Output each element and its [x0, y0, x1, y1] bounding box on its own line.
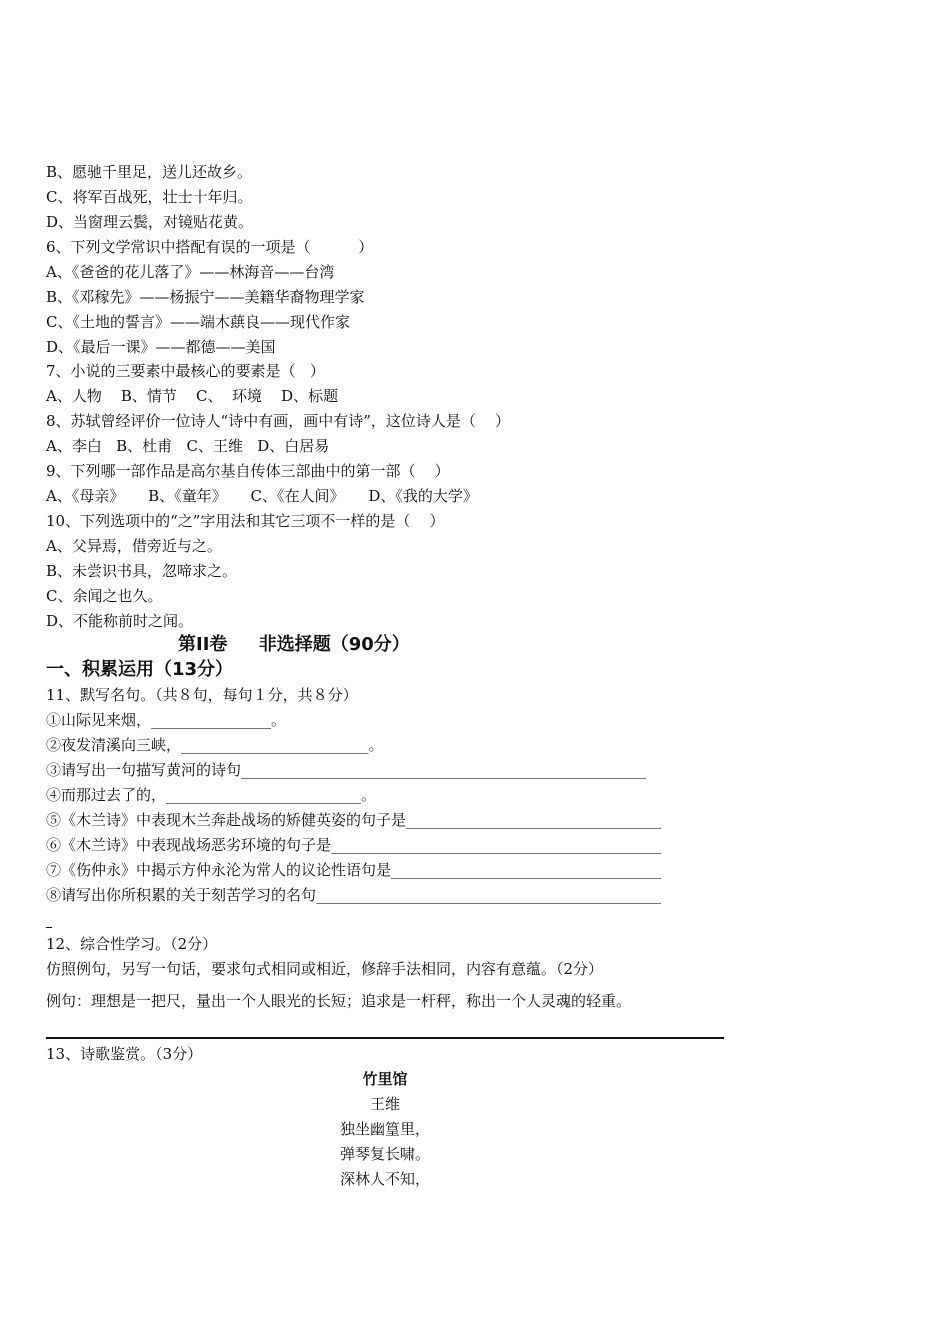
- blank-tail-mark: [46, 927, 52, 928]
- fill-blank-item: ①山际见来烟，________________。: [46, 711, 287, 729]
- poem-line: 深林人不知，: [339, 1170, 430, 1188]
- fill-blank-item: ⑦《伤仲永》中揭示方仲永沦为常人的议论性语句是____________________________________: [46, 861, 662, 879]
- fill-blank-item: ③请写出一句描写黄河的诗句______________________________________________________: [46, 761, 647, 779]
- option-line: D、《最后一课》——都德——美国: [46, 338, 276, 356]
- fill-blank-item: ⑧请写出你所积累的关于刻苦学习的名句______________________________________________: [46, 886, 662, 904]
- question-7: 7、小说的三要素中最核心的要素是（ ）: [46, 362, 325, 380]
- option-line: A、人物 B、情节 C、 环境 D、标题: [46, 387, 339, 405]
- option-line: A、《爸爸的花儿落了》——林海音——台湾: [46, 263, 335, 281]
- poem-line: 独坐幽篁里，: [339, 1120, 430, 1138]
- poem-line: 弹琴复长啸。: [339, 1145, 430, 1163]
- question-10: 10、下列选项中的“之”字用法和其它三项不一样的是（ ）: [46, 512, 445, 530]
- question-11-title: 11、默写名句。（共８句，每句１分，共８分）: [46, 686, 358, 704]
- option-line: D、当窗理云鬓，对镜贴花黄。: [46, 213, 254, 231]
- section1-title: 一、积累运用（13分）: [46, 659, 234, 680]
- option-line: C、《土地的誓言》——端木蕻良——现代作家: [46, 313, 350, 331]
- option-line: A、李白 B、杜甫 C、王维 D、白居易: [46, 437, 330, 455]
- fill-blank-item: ⑥《木兰诗》中表现战场恶劣环境的句子是____________________________________________: [46, 836, 662, 854]
- question-12-example: 例句：理想是一把尺，量出一个人眼光的长短；追求是一杆秤，称出一个人灵魂的轻重。: [46, 992, 632, 1010]
- option-line: C、将军百战死，壮士十年归。: [46, 188, 253, 206]
- option-line: B、愿驰千里足，送儿还故乡。: [46, 163, 253, 181]
- fill-blank-item: ⑤《木兰诗》中表现木兰奔赴战场的矫健英姿的句子是__________________________________: [46, 811, 662, 829]
- question-12-instruction: 仿照例句，另写一句话，要求句式相同或相近，修辞手法相同，内容有意蕴。（2分）: [46, 960, 604, 978]
- question-6: 6、下列文学常识中搭配有误的一项是（ ）: [46, 238, 374, 256]
- answer-line: [46, 1037, 724, 1039]
- fill-blank-item: ②夜发清溪向三峡，_________________________。: [46, 736, 384, 754]
- option-line: A、父异焉，借旁近与之。: [46, 537, 222, 555]
- question-8: 8、苏轼曾经评价一位诗人“诗中有画，画中有诗”，这位诗人是（ ）: [46, 412, 510, 430]
- option-line: A、《母亲》 B、《童年》 C、《在人间》 D、《我的大学》: [46, 487, 478, 505]
- option-line: B、《邓稼先》——杨振宁——美籍华裔物理学家: [46, 288, 365, 306]
- option-line: B、未尝识书具，忽啼求之。: [46, 562, 238, 580]
- question-13-title: 13、诗歌鉴赏。（3分）: [46, 1045, 203, 1063]
- part2-title: 第II卷 非选择题（90分）: [178, 634, 410, 655]
- option-line: D、不能称前时之闻。: [46, 612, 194, 630]
- poem-title: 竹里馆: [362, 1070, 408, 1088]
- poem-author: 王维: [369, 1095, 400, 1113]
- question-9: 9、下列哪一部作品是高尔基自传体三部曲中的第一部（ ）: [46, 462, 450, 480]
- question-12-title: 12、综合性学习。（2分）: [46, 935, 218, 953]
- option-line: C、余闻之也久。: [46, 587, 163, 605]
- fill-blank-item: ④而那过去了的，__________________________。: [46, 786, 377, 804]
